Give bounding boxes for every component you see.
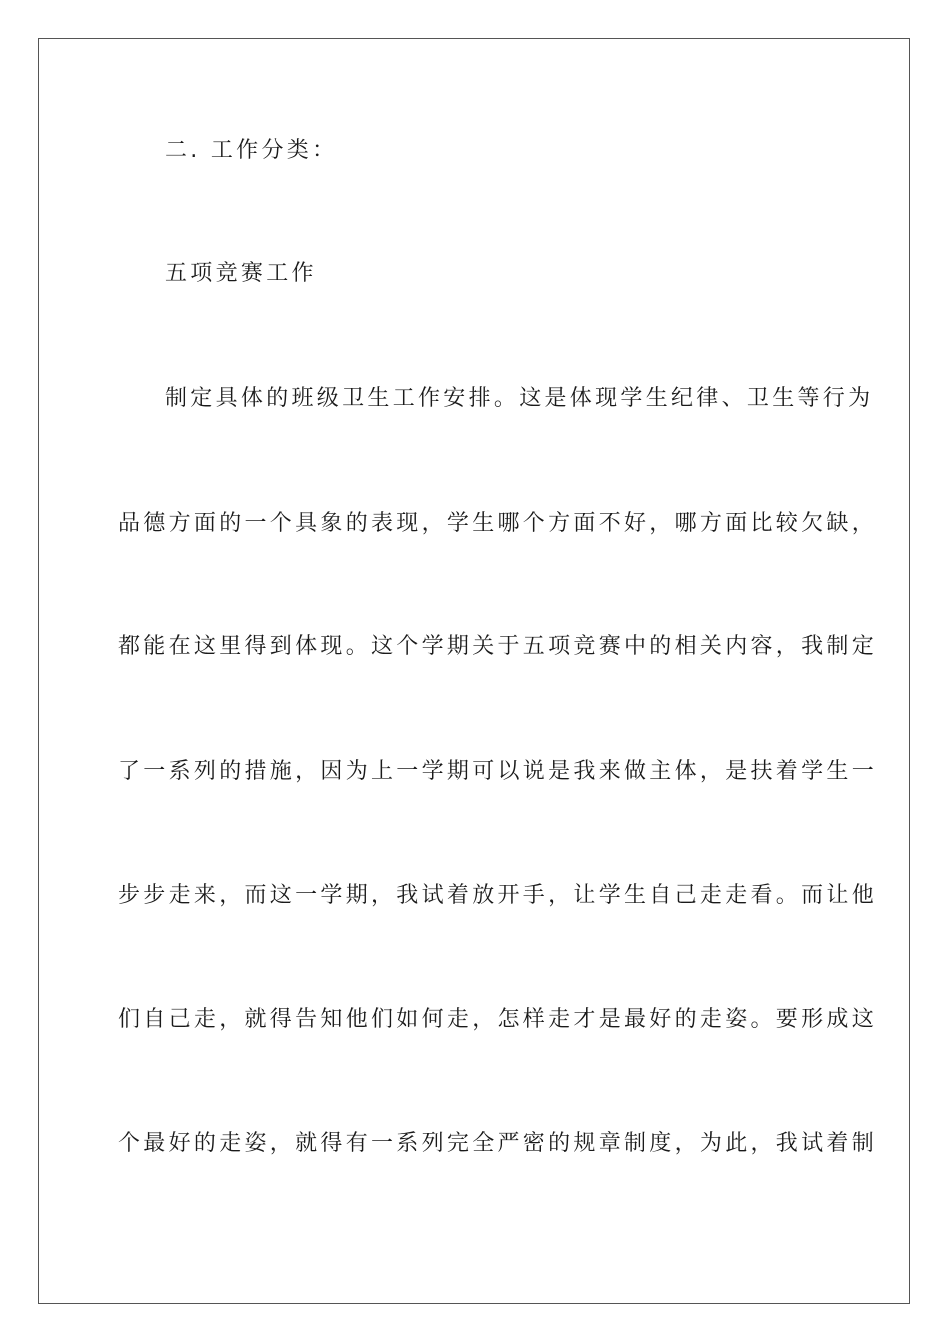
subheading: 五项竞赛工作 bbox=[165, 261, 317, 286]
paragraph-line-6: 们自己走，就得告知他们如何走，怎样走才是最好的走姿。要形成这 bbox=[118, 1007, 878, 1032]
paragraph-line-3: 都能在这里得到体现。这个学期关于五项竞赛中的相关内容，我制定 bbox=[118, 634, 878, 659]
paragraph-line-5: 步步走来，而这一学期，我试着放开手，让学生自己走走看。而让他 bbox=[118, 883, 878, 908]
paragraph-line-7: 个最好的走姿，就得有一系列完全严密的规章制度，为此，我试着制 bbox=[118, 1131, 878, 1156]
paragraph-line-4: 了一系列的措施，因为上一学期可以说是我来做主体，是扶着学生一 bbox=[118, 759, 878, 784]
paragraph-line-1: 制定具体的班级卫生工作安排。这是体现学生纪律、卫生等行为 bbox=[165, 386, 874, 411]
section-heading: 二. 工作分类： bbox=[165, 138, 338, 163]
page-border bbox=[38, 38, 910, 1304]
paragraph-line-2: 品德方面的一个具象的表现，学生哪个方面不好，哪方面比较欠缺， bbox=[118, 511, 878, 536]
